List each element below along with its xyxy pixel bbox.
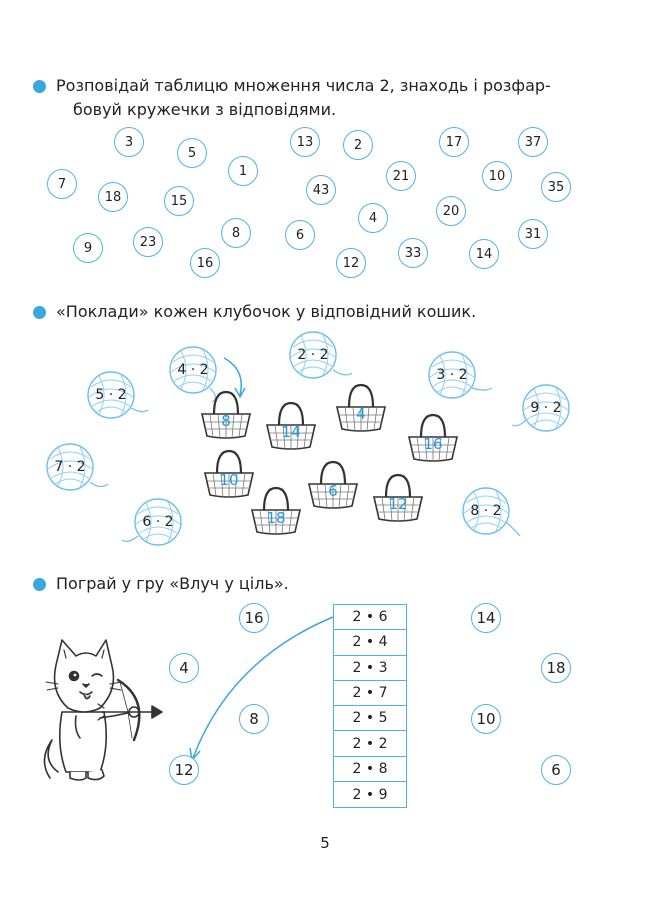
number-circle[interactable]: 21 — [386, 161, 416, 191]
number-circle[interactable]: 4 — [358, 203, 388, 233]
basket-number[interactable]: 10 — [219, 471, 239, 489]
number-circle[interactable]: 16 — [190, 248, 220, 278]
number-circle[interactable]: 37 — [518, 127, 548, 157]
number-circle[interactable]: 9 — [73, 233, 103, 263]
target-circle[interactable]: 12 — [169, 755, 199, 785]
expression-cell[interactable]: 2 • 2 — [334, 731, 406, 756]
cat-archer-drawing — [44, 640, 162, 780]
target-circle[interactable]: 18 — [541, 653, 571, 683]
yarn-label[interactable]: 8 · 2 — [470, 503, 502, 519]
basket-number[interactable]: 4 — [356, 405, 366, 423]
basket-number[interactable]: 18 — [266, 509, 286, 527]
task3-bullet — [33, 578, 46, 591]
number-circle[interactable]: 8 — [221, 218, 251, 248]
yarn-label[interactable]: 6 · 2 — [142, 514, 174, 530]
number-circle[interactable]: 14 — [469, 239, 499, 269]
number-circle[interactable]: 3 — [114, 127, 144, 157]
target-circle[interactable]: 4 — [169, 653, 199, 683]
expression-cell[interactable]: 2 • 8 — [334, 757, 406, 782]
number-circle[interactable]: 33 — [398, 238, 428, 268]
task2-text: «Поклади» кожен клубочок у відповідний кошик. — [56, 302, 477, 321]
number-circle[interactable]: 5 — [177, 138, 207, 168]
yarn-label[interactable]: 5 · 2 — [95, 387, 127, 403]
target-circle[interactable]: 6 — [541, 755, 571, 785]
number-circle[interactable]: 1 — [228, 156, 258, 186]
expression-cell[interactable]: 2 • 4 — [334, 630, 406, 655]
number-circle[interactable]: 6 — [285, 220, 315, 250]
number-circle[interactable]: 7 — [47, 169, 77, 199]
yarn-label[interactable]: 2 · 2 — [297, 347, 329, 363]
expression-cell[interactable]: 2 • 5 — [334, 706, 406, 731]
basket-number[interactable]: 16 — [423, 435, 443, 453]
yarn-label[interactable]: 9 · 2 — [530, 400, 562, 416]
task1-bullet — [33, 80, 46, 93]
number-circle[interactable]: 35 — [541, 172, 571, 202]
target-circle[interactable]: 10 — [471, 704, 501, 734]
expression-cell[interactable]: 2 • 9 — [352, 786, 388, 803]
basket-number[interactable]: 12 — [388, 495, 408, 513]
task2-bullet — [33, 306, 46, 319]
expression-cell[interactable]: 2 • 7 — [334, 681, 406, 706]
yarn-label[interactable]: 4 · 2 — [177, 362, 209, 378]
task3-text: Пограй у гру «Влуч у ціль». — [56, 574, 289, 593]
basket-number[interactable]: 8 — [221, 412, 231, 430]
expression-table — [333, 604, 407, 808]
basket-number[interactable]: 14 — [281, 423, 301, 441]
task1-line1: Розповідай таблицю множення числа 2, знаходь і розфар- — [56, 76, 551, 95]
number-circle[interactable]: 31 — [518, 219, 548, 249]
expression-cell[interactable]: 2 • 3 — [334, 656, 406, 681]
number-circle[interactable]: 18 — [98, 182, 128, 212]
expression-cell[interactable]: 2 • 6 — [334, 605, 406, 630]
yarn-label[interactable]: 7 · 2 — [54, 459, 86, 475]
yarn-label[interactable]: 3 · 2 — [436, 367, 468, 383]
task1-line2: бовуй кружечки з відповідями. — [73, 100, 337, 119]
number-circle[interactable]: 12 — [336, 248, 366, 278]
number-circle[interactable]: 23 — [133, 227, 163, 257]
number-circle[interactable]: 17 — [439, 127, 469, 157]
target-circle[interactable]: 16 — [239, 603, 269, 633]
basket-number[interactable]: 6 — [328, 482, 338, 500]
number-circle[interactable]: 15 — [164, 186, 194, 216]
target-circle[interactable]: 8 — [239, 704, 269, 734]
number-circle[interactable]: 13 — [290, 127, 320, 157]
number-circle[interactable]: 10 — [482, 161, 512, 191]
page-number: 5 — [320, 834, 330, 852]
number-circle[interactable]: 43 — [306, 175, 336, 205]
number-circle[interactable]: 20 — [436, 196, 466, 226]
number-circle[interactable]: 2 — [343, 130, 373, 160]
target-circle[interactable]: 14 — [471, 603, 501, 633]
